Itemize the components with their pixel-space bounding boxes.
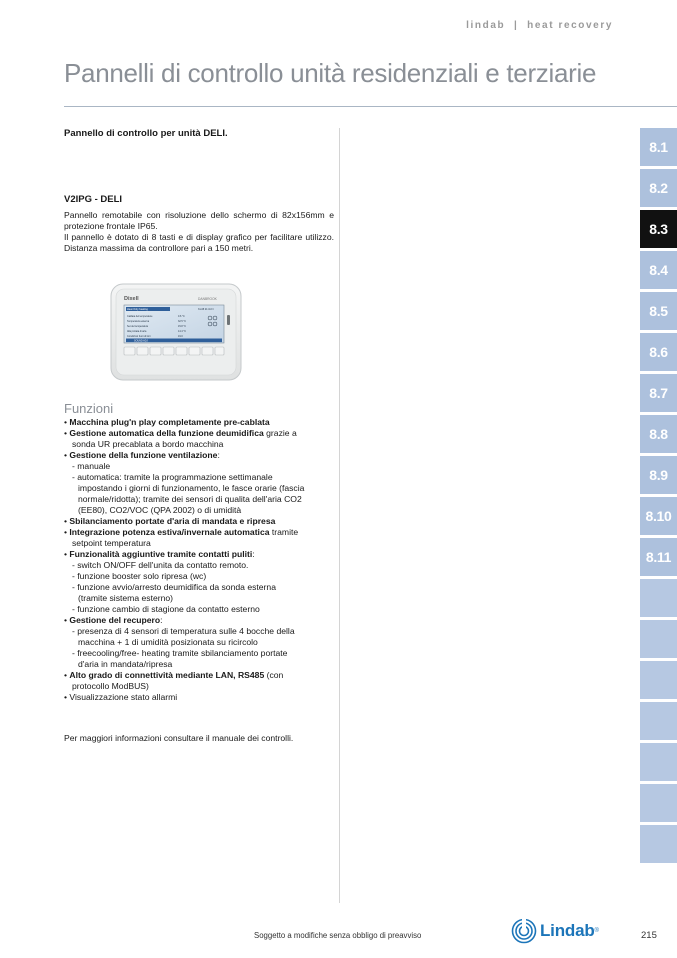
product-description — [64, 210, 334, 254]
chapter-tab[interactable]: 8.8 — [640, 415, 677, 453]
chapter-tab[interactable]: 8.9 — [640, 456, 677, 494]
control-panel-image — [110, 282, 242, 382]
device-key — [189, 347, 200, 355]
device-key — [215, 347, 224, 355]
feature-item: • Gestione della funzione ventilazione: — [64, 450, 220, 460]
feature-text: : — [217, 450, 220, 460]
header-separator: | — [513, 20, 519, 31]
feature-item: • Funzionalità aggiuntive tramite contatti puliti: — [64, 549, 255, 559]
feature-text: : — [160, 615, 163, 625]
chapter-tab-blank — [640, 743, 677, 781]
screen-row-value: 15.8 °C — [178, 325, 186, 328]
chapter-tab[interactable]: 8.2 — [640, 169, 677, 207]
chapter-tabs — [640, 128, 677, 866]
feature-item: • Gestione del recupero: — [64, 615, 163, 625]
feature-continuation: protocollo ModBUS) — [72, 681, 149, 691]
description-line: Il pannello è dotato di 8 tasti e di display grafico per facilitare utilizzo. Distanza massima da controllore pari a 150 metri. — [64, 232, 334, 253]
section-name: heat recovery — [527, 20, 613, 31]
chapter-tab[interactable]: 8.1 — [640, 128, 677, 166]
feature-bold: Macchina plug'n play completamente pre-cablata — [69, 417, 270, 427]
running-header — [466, 20, 613, 31]
feature-continuation: (EE80), CO2/VOC (QPA 2002) o di umidità — [78, 505, 242, 515]
chapter-tab[interactable]: 8.7 — [640, 374, 677, 412]
device-brand: DANBROOK — [198, 297, 217, 301]
feature-bold: Gestione del recupero — [69, 615, 161, 625]
feature-sub-item: - manuale — [72, 461, 111, 471]
chapter-tab-blank — [640, 825, 677, 863]
device-key — [176, 347, 187, 355]
screen-row-value: 32.5 °C — [178, 320, 186, 323]
chapter-tab-blank — [640, 620, 677, 658]
feature-sub-item: - presenza di 4 sensori di temperatura sulle 4 bocche della — [72, 626, 295, 636]
feature-bold: Gestione automatica della funzione deumidifica — [69, 428, 264, 438]
feature-bold: Integrazione potenza estiva/invernale automatica — [69, 527, 270, 537]
product-code: V2IPG - DELI — [64, 194, 123, 205]
more-info-note: Per maggiori informazioni consultare il manuale dei controlli. — [64, 733, 294, 743]
feature-sub-item: - automatica: tramite la programmazione settimanale — [72, 472, 273, 482]
chapter-tab-blank — [640, 579, 677, 617]
screen-date: 31-08 21:41 Fr — [198, 308, 214, 312]
column-divider — [339, 128, 340, 903]
brand-name: lindab — [466, 20, 506, 31]
device-logo: Dixell — [124, 296, 139, 302]
chapter-tab[interactable]: 8.5 — [640, 292, 677, 330]
chapter-tab[interactable]: 8.3 — [640, 210, 677, 248]
feature-sub-item: - funzione avvio/arresto deumidifica da sonda esterna — [72, 582, 276, 592]
feature-item: • Sbilanciamento portate d'aria di mandata e ripresa — [64, 516, 276, 526]
screen-row-label: Caldaia del temperature — [127, 315, 153, 318]
feature-sub-item: - switch ON/OFF dell'unita da contatto remoto. — [72, 560, 249, 570]
feature-text: : — [252, 549, 255, 559]
feature-text: Visualizzazione stato allarmi — [69, 692, 178, 702]
feature-sub-item: - funzione cambio di stagione da contatto esterno — [72, 604, 260, 614]
functions-list — [64, 417, 334, 703]
disclaimer: Soggetto a modifiche senza obbligo di preavviso — [254, 931, 422, 940]
screen-title: Heat Only heating — [127, 308, 148, 312]
feature-bold: Alto grado di connettività mediante LAN, RS485 — [69, 670, 265, 680]
screen-row-label: Temperatura esterna — [127, 320, 150, 323]
screen-row-value: 0.6 °C — [178, 315, 185, 318]
chapter-tab-blank — [640, 702, 677, 740]
device-side-slot — [227, 315, 230, 325]
page-title: Pannelli di controllo unità residenziali e terziarie — [64, 58, 597, 88]
feature-continuation: d'aria in mandata/ripresa — [78, 659, 173, 669]
feature-sub-item: - freecooling/free- heating tramite sbilanciamento portate — [72, 648, 288, 658]
chapter-tab-blank — [640, 661, 677, 699]
chapter-tab[interactable]: 8.11 — [640, 538, 677, 576]
chapter-tab-blank — [640, 784, 677, 822]
chapter-tab[interactable]: 8.6 — [640, 333, 677, 371]
feature-bold: Gestione della funzione ventilazione — [69, 450, 218, 460]
feature-item: • Gestione automatica della funzione deumidifica grazie a — [64, 428, 297, 438]
screen-footer: SOUND ADJ — [134, 339, 148, 343]
device-key — [202, 347, 213, 355]
feature-text: tramite — [269, 527, 299, 537]
lindab-logo — [511, 918, 599, 944]
feature-bold: Funzionalità aggiuntive tramite contatti puliti — [69, 549, 253, 559]
feature-text: (con — [264, 670, 284, 680]
chapter-tab[interactable]: 8.10 — [640, 497, 677, 535]
feature-item: • Visualizzazione stato allarmi — [64, 692, 178, 702]
device-keypad — [124, 347, 224, 355]
feature-continuation: normale/ridotta); tramite dei sensori di qualita dell'aria CO2 — [78, 494, 302, 504]
device-key — [163, 347, 174, 355]
screen-row-label: Condizioni fuori di Giri — [127, 335, 151, 338]
lindab-spiral-icon — [511, 918, 537, 944]
device-key — [150, 347, 161, 355]
product-subtitle: Pannello di controllo per unità DELI. — [64, 128, 228, 139]
feature-bold: Sbilanciamento portate d'aria di mandata e ripresa — [69, 516, 276, 526]
functions-title: Funzioni — [64, 401, 114, 416]
feature-item: • Macchina plug'n play completamente pre-cablata — [64, 417, 270, 427]
screen-row-label: Alla portata di aria — [127, 330, 147, 333]
registered-mark: ® — [594, 928, 599, 934]
feature-continuation: setpoint temperatura — [72, 538, 151, 548]
feature-continuation: sonda UR precablata a bordo macchina — [72, 439, 224, 449]
page-number: 215 — [641, 930, 657, 941]
feature-continuation: macchina + 1 di umidità posizionata su ricircolo — [78, 637, 258, 647]
logo-text: Lindab — [540, 921, 595, 940]
screen-row-label: Set del temperatura — [127, 325, 148, 328]
feature-continuation: impostando i giorni di funzionamento, le fasce orarie (fascia — [78, 483, 305, 493]
feature-continuation: (tramite sistema esterno) — [78, 593, 174, 603]
feature-sub-item: - funzione booster solo ripresa (wc) — [72, 571, 207, 581]
device-key — [124, 347, 135, 355]
title-divider — [64, 106, 677, 107]
description-line: Pannello remotabile con risoluzione dello schermo di 82x156mm e protezione frontale IP65. — [64, 210, 334, 231]
screen-row-value: 19.0 — [178, 335, 183, 338]
feature-item: • Integrazione potenza estiva/invernale automatica tramite — [64, 527, 299, 537]
feature-item: • Alto grado di connettività mediante LAN, RS485 (con — [64, 670, 284, 680]
chapter-tab[interactable]: 8.4 — [640, 251, 677, 289]
device-key — [137, 347, 148, 355]
feature-text: grazie a — [263, 428, 297, 438]
screen-row-value: 14.4 °C — [178, 330, 186, 333]
